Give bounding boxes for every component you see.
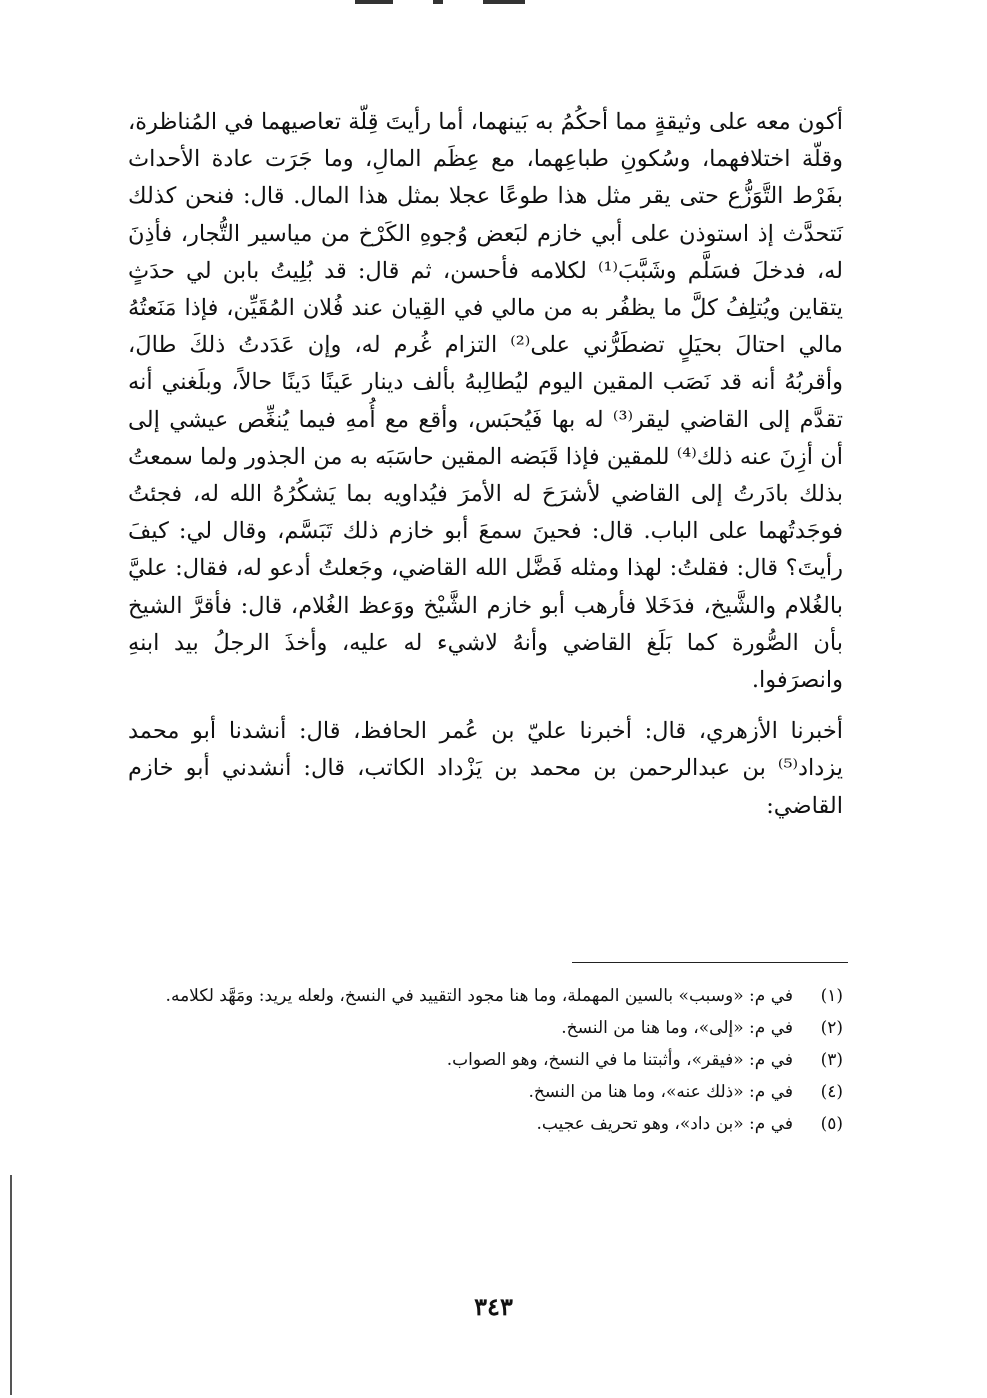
header-marks [355, 0, 555, 6]
main-text [128, 104, 843, 825]
footnote-number: (٥) [820, 1114, 843, 1134]
footnote-separator [572, 962, 848, 963]
paragraph-narrative: أكون معه على وثيقةٍ مما أحكُمُ به بَينهما، أما رأيتَ قِلّة تعاصيهما في المُناظرة، وقلّة اختلافهما، وسُكونِ طباعِهما، مع عِظَم المالِ، وما جَرَت عادة الأحداث بفَرْط التَّوَزُّع حتى يقر مثل هذا طوعًا عجلا بمثل هذا المال. قال: فنحن كذلك نَتحدَّث إذ استوذن على أبي خازم لبَعض وُجوهِ الكَرْخ من مياسير التُّجار، فأذِنَ له، فدخلَ فسَلَّم وشَبَّبَ⁽¹⁾ لكلامه فأحسن، ثم قال: قد بُلِيتُ بابن لي حدَثٍ يتقاين ويُتلِفُ كلَّ ما يظفُر به من مالي في القِيان عند فُلان المُقَيِّن، فإذا مَنَعتُهُ مالي احتالَ بحيَلٍ تضطَرُّني على⁽²⁾ التزام غُرم له، وإن عَدَدتُ ذلكَ طالَ، وأقربُهُ أنه قد نَصَب المقين اليوم ليُطالِبهُ بألف دينار عَينًا دَينًا حالاً، وبلَغني أنه تقدَّم إلى القاضي ليقر⁽³⁾ له بها فَيُحبَس، وأقع مع أُمهِ فيما يُنغِّص عيشي إلى أن أزِنَ عنه ذلك⁽⁴⁾ للمقين فإذا قَبَضه المقين حاسَبَه به من الجذور ولما سمعتُ بذلك بادَرتُ إلى القاضي لأشرَحَ له الأمرَ فيُداويه بما يَشكُرُهُ الله له، فجئتُ فوجَدتُهما على الباب. قال: فحينَ سمعَ أبو خازم ذلك تَبَسَّم، وقال لي: كيفَ رأيتَ؟ قال: فقلتُ: لهذا ومثله فَضَّل الله القاضي، وجَعلتُ أدعو له، فقال: عليَّ بالغُلام والشَّيخ، فدَخَلا فأرهب أبو خازم الشَّيْخ ووَعظ الغُلام، قال: فأقرَّ الشيخ بأن الصُّورة كما بَلَغ القاضي وأنهُ لاشيء له عليه، وأخذَ الرجلُ بيد ابنهِ وانصرَفوا. [128, 109, 844, 694]
footnotes [128, 985, 843, 1145]
footnote-4 [128, 1081, 843, 1104]
footnote-number: (٢) [820, 1018, 843, 1038]
footnote-text: في م: «فيقر»، وأثبتنا ما في النسخ، وهو الصواب. [446, 1050, 793, 1070]
footnote-2 [128, 1017, 843, 1040]
footnote-text: في م: «ذلك عنه»، وما هنا من النسخ. [528, 1082, 793, 1102]
footnote-number: (٣) [820, 1050, 843, 1070]
footnote-5 [128, 1113, 843, 1136]
paragraph-poem-intro: أخبرنا الأزهري، قال: أخبرنا عليّ بن عُمر الحافظ، قال: أنشدنا أبو محمد يزداد⁽⁵⁾ بن عبدالرحمن بن محمد بن يَزْداد الكاتب، قال: أنشدني أبو خازم القاضي: [128, 718, 843, 819]
footnote-1 [128, 985, 843, 1008]
footnote-text: في م: «بن داد»، وهو تحريف عجيب. [536, 1114, 793, 1134]
footnote-text: في م: «إلى»، وما هنا من النسخ. [561, 1018, 793, 1038]
footnote-text: في م: «وسبب» بالسين المهملة، وما هنا مجود التقييد في النسخ، ولعله يريد: ومَهَّد لكلامه. [165, 986, 793, 1006]
scan-edge-line [10, 1175, 12, 1395]
footnote-3 [128, 1049, 843, 1072]
page-number: ٣٤٣ [474, 1292, 513, 1321]
footnote-number: (٤) [820, 1082, 843, 1102]
footnote-number: (١) [820, 986, 843, 1006]
